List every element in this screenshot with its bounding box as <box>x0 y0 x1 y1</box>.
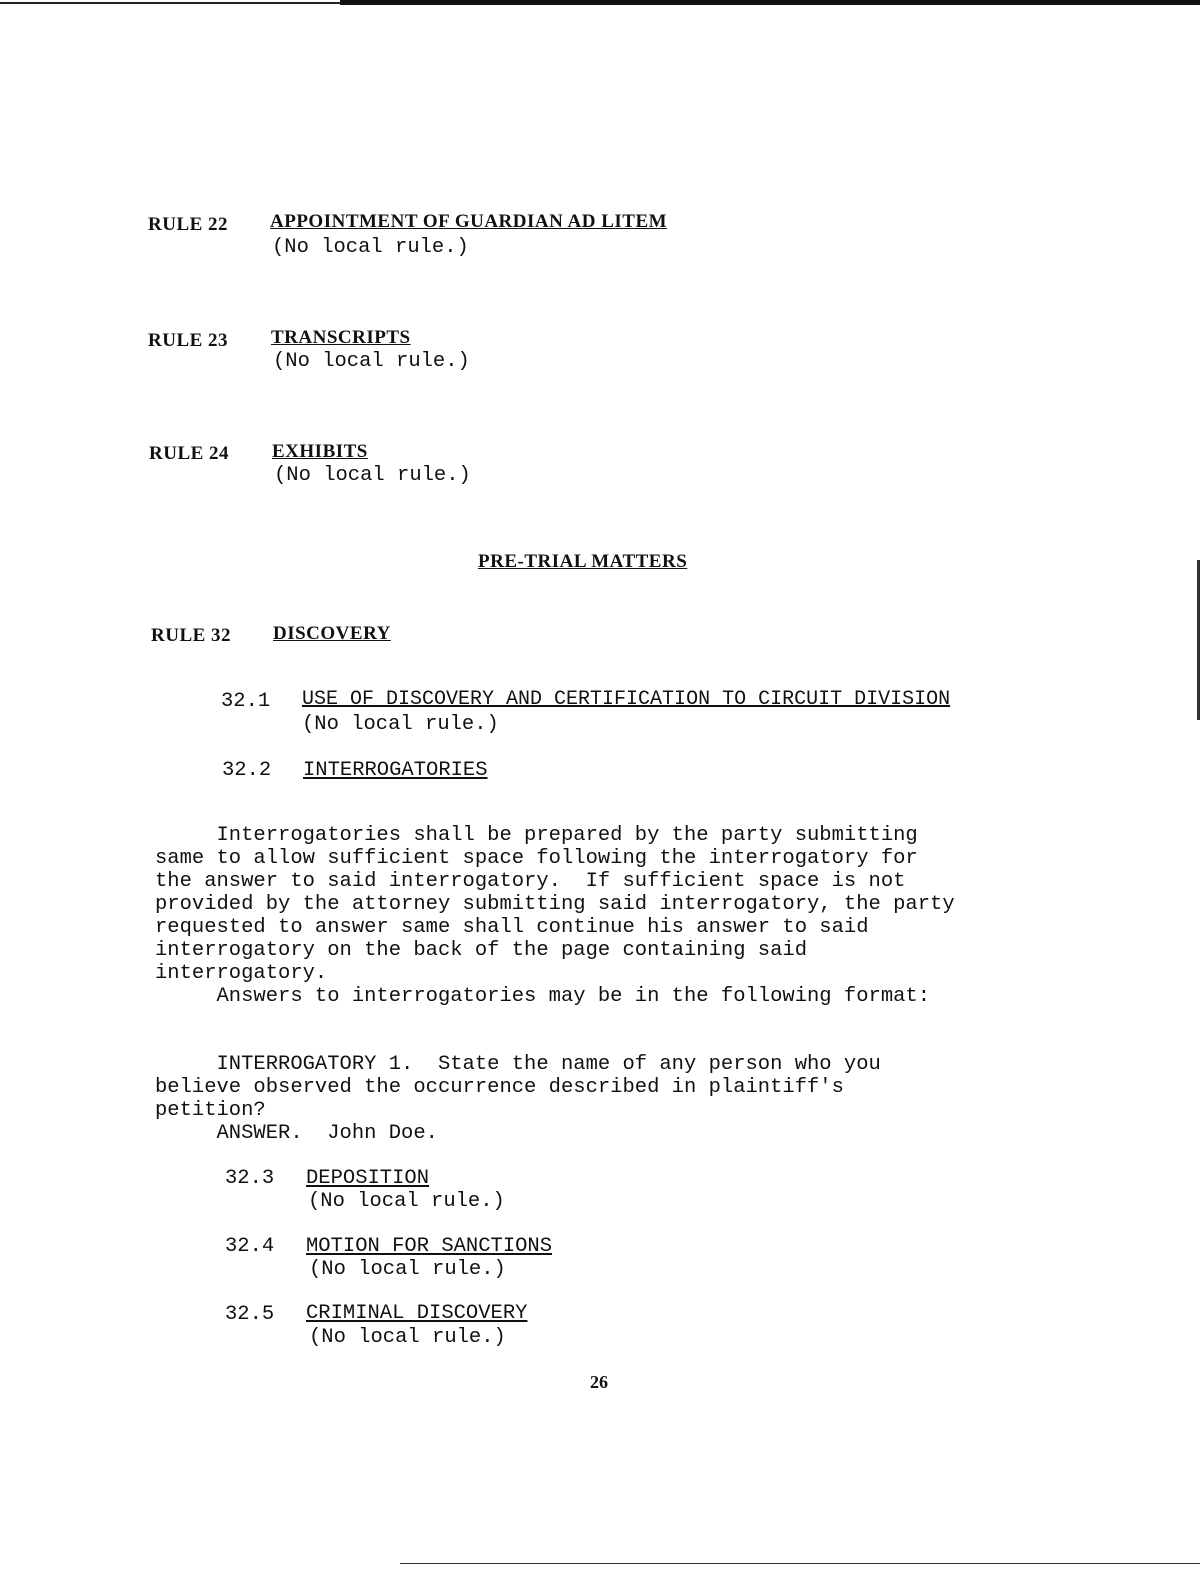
subrule-32-1-note: (No local rule.) <box>302 713 499 736</box>
rule-23-note: (No local rule.) <box>273 350 470 373</box>
rule-24-note: (No local rule.) <box>274 464 471 487</box>
rule-24-number: RULE 24 <box>149 443 230 464</box>
rule-24-title: EXHIBITS <box>272 441 368 462</box>
subrule-32-1-number: 32.1 <box>221 690 271 713</box>
paragraph-line: interrogatory on the back of the page containing said <box>155 939 808 962</box>
paragraph-line: same to allow sufficient space following the interrogatory for <box>155 847 918 870</box>
example-answer: ANSWER. John Doe. <box>155 1122 438 1145</box>
rule-23-title: TRANSCRIPTS <box>271 327 411 348</box>
subrule-32-4-number: 32.4 <box>225 1235 275 1258</box>
paragraph-line: petition? <box>155 1099 266 1122</box>
subrule-32-3-title: DEPOSITION <box>306 1167 430 1190</box>
subrule-32-5-number: 32.5 <box>225 1303 275 1326</box>
scan-edge-bottom <box>400 1563 1200 1564</box>
rule-22-note: (No local rule.) <box>272 236 469 259</box>
rule-22-title: APPOINTMENT OF GUARDIAN AD LITEM <box>270 211 668 232</box>
rule-22-number: RULE 22 <box>148 214 229 235</box>
rule-32-title: DISCOVERY <box>273 623 391 644</box>
page-number: 26 <box>590 1372 608 1392</box>
subrule-32-2-title: INTERROGATORIES <box>303 759 488 782</box>
format-intro: Answers to interrogatories may be in the following format: <box>155 985 931 1008</box>
interrogatories-paragraph <box>155 801 955 1008</box>
subrule-32-1-title: USE OF DISCOVERY AND CERTIFICATION TO CIRCUIT DIVISION <box>302 688 951 711</box>
subrule-32-2-number: 32.2 <box>222 759 272 782</box>
subrule-32-4-title: MOTION FOR SANCTIONS <box>306 1235 553 1258</box>
subrule-32-5-title: CRIMINAL DISCOVERY <box>306 1302 528 1325</box>
paragraph-line: Interrogatories shall be prepared by the party submitting <box>155 824 918 847</box>
scan-edge-top-thick <box>340 0 1200 5</box>
paragraph-line: INTERROGATORY 1. State the name of any person who you <box>155 1053 881 1076</box>
section-heading: PRE-TRIAL MATTERS <box>478 551 688 572</box>
rule-32-number: RULE 32 <box>151 625 232 646</box>
paragraph-line: the answer to said interrogatory. If sufficient space is not <box>155 870 906 893</box>
paragraph-line: believe observed the occurrence described in plaintiff's <box>155 1076 844 1099</box>
rule-23-number: RULE 23 <box>148 330 229 351</box>
subrule-32-5-note: (No local rule.) <box>309 1326 506 1349</box>
subrule-32-4-note: (No local rule.) <box>309 1258 506 1281</box>
subrule-32-3-note: (No local rule.) <box>308 1190 505 1213</box>
paragraph-line: interrogatory. <box>155 962 328 985</box>
paragraph-line: requested to answer same shall continue his answer to said <box>155 916 869 939</box>
paragraph-line: provided by the attorney submitting said interrogatory, the party <box>155 893 955 916</box>
subrule-32-3-number: 32.3 <box>225 1167 275 1190</box>
